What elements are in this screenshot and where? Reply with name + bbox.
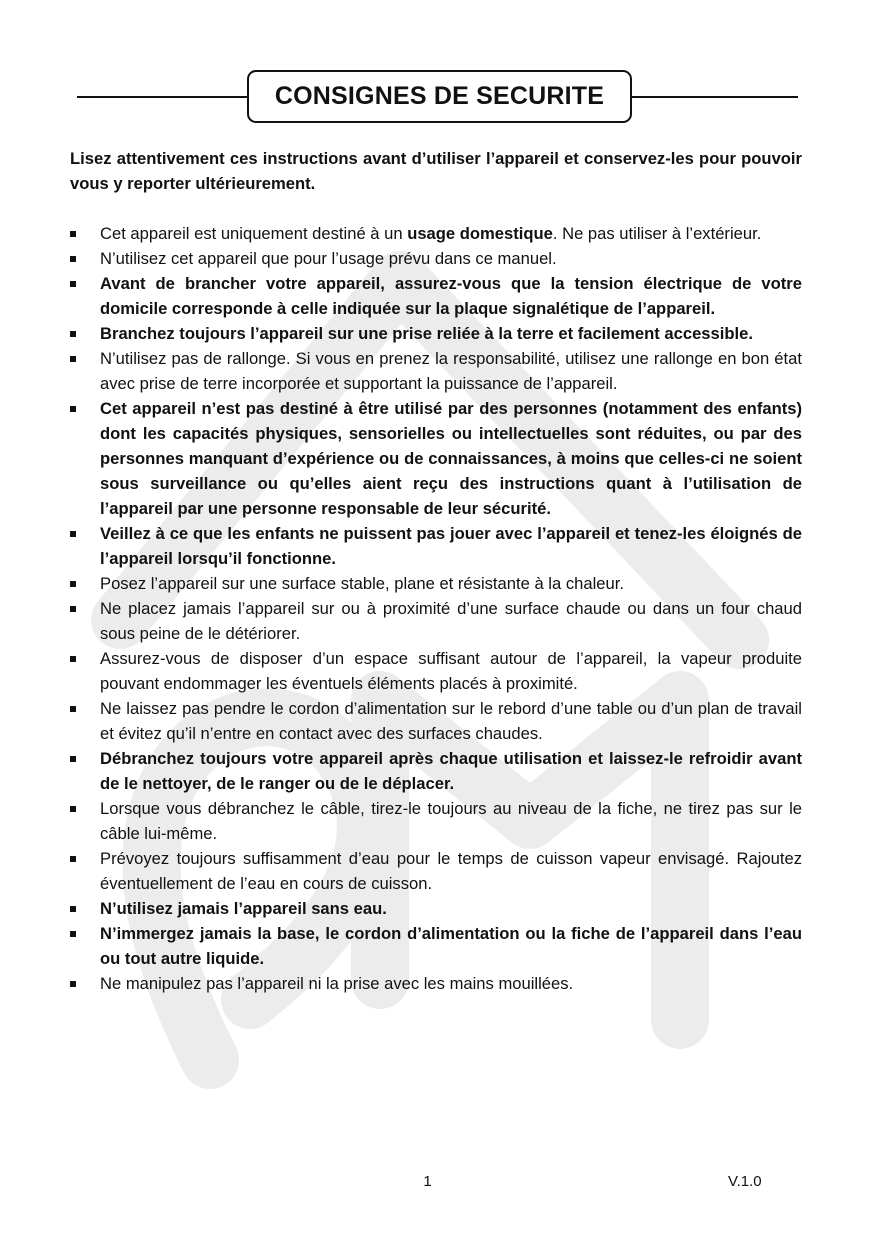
- rule-text: Cet appareil n’est pas destiné à être utilisé par des personnes (notamment des enfants) dont les capacités physiques, sensorielles ou intellectuelles sont réduites, ou par des personnes manquant d’expérience ou de connaissances, à moins que celles-ci ne soient sous surveillance ou qu’elles aient reçu des instructions quant à l’utilisation de l’appareil par une personne responsable de leur sécurité.: [100, 399, 802, 518]
- title-rule-right: [632, 96, 798, 98]
- list-item: [70, 571, 802, 596]
- rule-text: Avant de brancher votre appareil, assurez-vous que la tension électrique de votre domicile corresponde à celle indiquée sur la plaque signalétique de l’appareil.: [100, 274, 802, 318]
- rule-text: Ne laissez pas pendre le cordon d’alimentation sur le rebord d’une table ou d’un plan de travail et évitez qu’il n’entre en contact avec des surfaces chaudes.: [100, 699, 802, 743]
- list-item: [70, 971, 802, 996]
- bullet-icon: [70, 581, 76, 587]
- title-section: [0, 0, 875, 130]
- bullet-icon: [70, 606, 76, 612]
- title-rule-left: [77, 96, 247, 98]
- safety-rules-list: [70, 221, 802, 996]
- rule-text: Lorsque vous débranchez le câble, tirez-le toujours au niveau de la fiche, ne tirez pas sur le câble lui-même.: [100, 799, 802, 843]
- bullet-icon: [70, 981, 76, 987]
- rule-text: N’immergez jamais la base, le cordon d’alimentation ou la fiche de l’appareil dans l’eau ou tout autre liquide.: [100, 924, 802, 968]
- rule-text: N’utilisez cet appareil que pour l’usage prévu dans ce manuel.: [100, 249, 557, 268]
- rule-text-pre: Cet appareil est uniquement destiné à un: [100, 224, 408, 243]
- list-item: [70, 596, 802, 646]
- bullet-icon: [70, 531, 76, 537]
- rule-text-emphasis: usage domestique: [407, 224, 553, 243]
- list-item: [70, 746, 802, 796]
- bullet-icon: [70, 331, 76, 337]
- bullet-icon: [70, 256, 76, 262]
- rule-text: Branchez toujours l’appareil sur une prise reliée à la terre et facilement accessible.: [100, 324, 753, 343]
- rule-text: Débranchez toujours votre appareil après chaque utilisation et laissez-le refroidir avant de le nettoyer, de le ranger ou de le déplacer.: [100, 749, 802, 793]
- rule-text-post: . Ne pas utiliser à l’extérieur.: [552, 224, 762, 243]
- bullet-icon: [70, 756, 76, 762]
- intro-paragraph: Lisez attentivement ces instructions avant d’utiliser l’appareil et conservez-les pour pouvoir vous y reporter ultérieurement.: [70, 149, 802, 193]
- bullet-icon: [70, 906, 76, 912]
- list-item: [70, 921, 802, 971]
- list-item: [70, 246, 802, 271]
- page-number: 1: [423, 1173, 432, 1190]
- rule-text: N’utilisez jamais l’appareil sans eau.: [100, 899, 387, 918]
- list-item: [70, 396, 802, 521]
- bullet-icon: [70, 356, 76, 362]
- bullet-icon: [70, 806, 76, 812]
- list-item: [70, 346, 802, 396]
- list-item: [70, 271, 802, 321]
- rule-text: Prévoyez toujours suffisamment d’eau pour le temps de cuisson vapeur envisagé. Rajoutez éventuellement de l’eau en cours de cuisson.: [100, 849, 802, 893]
- rule-text: Ne placez jamais l’appareil sur ou à proximité d’une surface chaude ou dans un four chaud sous peine de le détériorer.: [100, 599, 802, 643]
- rule-text: Posez l’appareil sur une surface stable, plane et résistante à la chaleur.: [100, 574, 624, 593]
- document-version: V.1.0: [728, 1173, 762, 1190]
- list-item: [70, 846, 802, 896]
- bullet-icon: [70, 856, 76, 862]
- list-item: [70, 646, 802, 696]
- list-item: [70, 221, 802, 246]
- list-item: [70, 696, 802, 746]
- list-item: [70, 896, 802, 921]
- list-item: [70, 796, 802, 846]
- list-item: [70, 321, 802, 346]
- list-item: [70, 521, 802, 571]
- page-title: CONSIGNES DE SECURITE: [247, 70, 632, 123]
- bullet-icon: [70, 406, 76, 412]
- bullet-icon: [70, 281, 76, 287]
- bullet-icon: [70, 931, 76, 937]
- rule-text: N’utilisez pas de rallonge. Si vous en prenez la responsabilité, utilisez une rallonge en bon état avec prise de terre incorporée et supportant la puissance de l’appareil.: [100, 349, 802, 393]
- bullet-icon: [70, 231, 76, 237]
- rule-text: Assurez-vous de disposer d’un espace suffisant autour de l’appareil, la vapeur produite pouvant endommager les éventuels éléments placés à proximité.: [100, 649, 802, 693]
- bullet-icon: [70, 706, 76, 712]
- bullet-icon: [70, 656, 76, 662]
- rule-text: Veillez à ce que les enfants ne puissent pas jouer avec l’appareil et tenez-les éloignés de l’appareil lorsqu’il fonctionne.: [100, 524, 802, 568]
- rule-text: Ne manipulez pas l’appareil ni la prise avec les mains mouillées.: [100, 974, 574, 993]
